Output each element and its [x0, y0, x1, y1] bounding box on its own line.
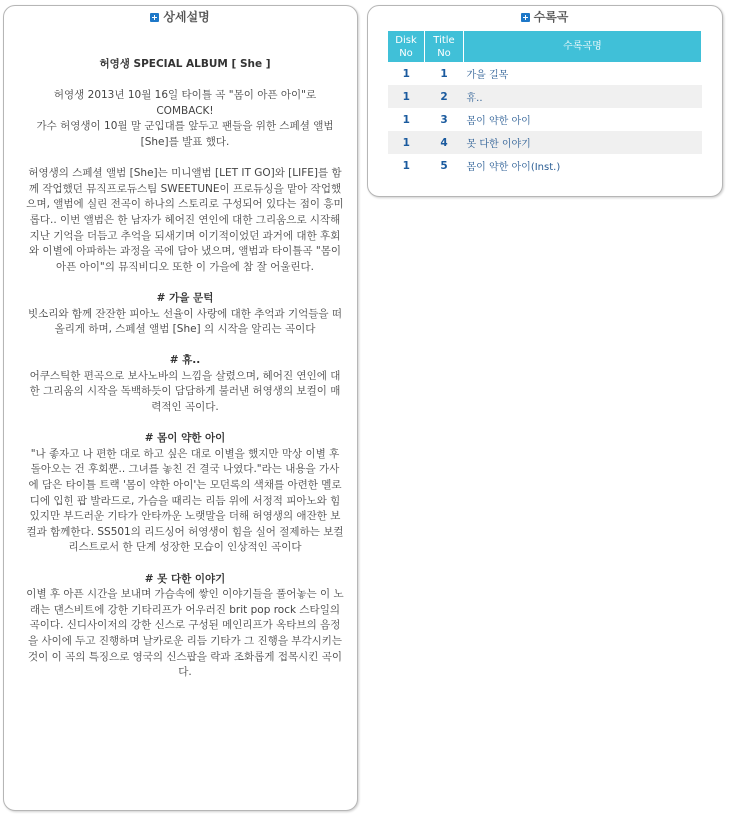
table-row — [388, 131, 702, 154]
track-name[interactable]: 몸이 약한 아이 — [466, 116, 531, 127]
intro-line-2: 가수 허영생이 10월 말 군입대를 앞두고 팬들을 위한 스페셜 앨범 [She]를 발표 했다. — [36, 120, 334, 148]
plus-icon — [521, 13, 530, 22]
title-no: 5 — [440, 159, 448, 172]
track-name-header: 수록곡명 — [464, 31, 702, 62]
disk-no: 1 — [402, 159, 410, 172]
section-heading: # 못 다한 이야기 — [144, 572, 226, 585]
title-no: 2 — [425, 85, 464, 108]
title-no: 4 — [425, 131, 464, 154]
disk-no: 1 — [388, 131, 425, 154]
disk-no: 1 — [388, 85, 425, 108]
section-text: 어쿠스틱한 편곡으로 보사노바의 느낌을 살렸으며, 헤어진 연인에 대한 그리움의 시작을 독백하듯이 담담하게 불러낸 허영생의 보컬이 매력적인 곡이다. — [29, 369, 341, 414]
table-row — [388, 108, 702, 131]
description-content — [26, 57, 344, 696]
table-row — [388, 85, 702, 108]
plus-icon — [150, 13, 159, 22]
table-header-row — [388, 31, 702, 62]
table-row — [388, 62, 702, 85]
track-name[interactable]: 가을 길목 — [466, 70, 509, 81]
disk-no-header: Disk No — [388, 31, 425, 62]
section-2 — [26, 353, 344, 415]
section-text: "나 좋자고 나 편한 대로 하고 싶은 대로 이별을 했지만 막상 이별 후 돌아오는 건 후회뿐.. 그녀를 놓친 건 결국 나였다."라는 내용을 가사에 담은 타이틀 트랙 '몸이 약한 아이'는 모던록의 색채를 아련한 멜로디에 입힌 팝 발라드로, 가슴을 때리는 리듬 위에 서정적 피아노와 힘있지만 부드러운 기타가 안타까운 노랫말을 더해 허영생의 애잔한 보컬과 함께한다. SS501의 리드싱어 허영생이 힘을 실어 절제하는 보컬리스트로서 한 단계 성장한 모습이 인상적인 곡이다 — [26, 447, 344, 554]
section-heading: # 휴.. — [169, 354, 201, 367]
track-name[interactable]: 못 다한 이야기 — [464, 131, 702, 154]
table-row — [388, 154, 702, 177]
section-4 — [26, 572, 344, 681]
description-panel-title — [3, 8, 357, 26]
album-title: 허영생 SPECIAL ALBUM [ She ] — [99, 58, 271, 70]
tracklist-panel-title — [367, 8, 722, 26]
intro-paragraph — [26, 88, 344, 150]
album-description-panel — [3, 5, 358, 811]
section-1 — [26, 291, 344, 338]
section-heading: # 가을 문턱 — [156, 291, 214, 304]
section-3 — [26, 431, 344, 556]
section-text: 이별 후 아픈 시간을 보내며 가슴속에 쌓인 이야기들을 풀어놓는 이 노래는 댄스비트에 강한 기타리프가 어우러진 brit pop rock 스타일의 곡이다. 신디사이저의 강한 신스로 구성된 메인리프가 옥타브의 음정을 사이에 두고 진행하며 날카로운 리듬 기타가 그 진행을 부각시키는 것이 이 곡의 특징으로 영국의 신스팝을 락과 조화롭게 접목시킨 곡이다. — [26, 588, 344, 679]
title-no-header: Title No — [425, 31, 464, 62]
disk-no: 1 — [402, 67, 410, 80]
section-text: 빗소리와 함께 잔잔한 피아노 선율이 사랑에 대한 추억과 기억들을 떠올리게 하며, 스페셜 앨범 [She] 의 시작을 알리는 곡이다 — [27, 307, 343, 336]
track-name[interactable]: 휴.. — [464, 85, 702, 108]
intro-line-1: 허영생 2013년 10월 16일 타이틀 곡 "몸이 아픈 아이"로 COMBACK! — [53, 89, 317, 117]
disk-no: 1 — [402, 113, 410, 126]
section-heading: # 몸이 약한 아이 — [144, 432, 226, 445]
title-no: 1 — [440, 67, 448, 80]
tracklist-table — [388, 31, 702, 177]
description-title-label: 상세설명 — [163, 10, 210, 24]
tracklist-title-label: 수록곡 — [533, 10, 569, 24]
title-no: 3 — [440, 113, 448, 126]
intro-paragraph-2: 허영생의 스페셜 앨범 [She]는 미니앨범 [LET IT GO]와 [LIFE]를 함께 작업했던 뮤직프로듀스팀 SWEETUNE이 프로듀싱을 맡아 작업했으며, 앨범에 실린 전곡이 하나의 스토리로 구성되어 있다는 점이 흥미롭다.. 이번 앨범은 한 남자가 헤어진 연인에 대한 그리움으로 시작해 지난 기억을 더듬고 추억을 되새기며 이기적이었던 과거에 대한 후회와 이별에 아파하는 과정을 곡에 담아 냈으며, 앨범과 타이틀곡 "몸이 아픈 아이"의 뮤직비디오 또한 이 가을에 참 잘 어울린다. — [26, 167, 344, 273]
tracklist-panel — [367, 5, 723, 197]
track-name[interactable]: 몸이 약한 아이(Inst.) — [466, 162, 561, 173]
